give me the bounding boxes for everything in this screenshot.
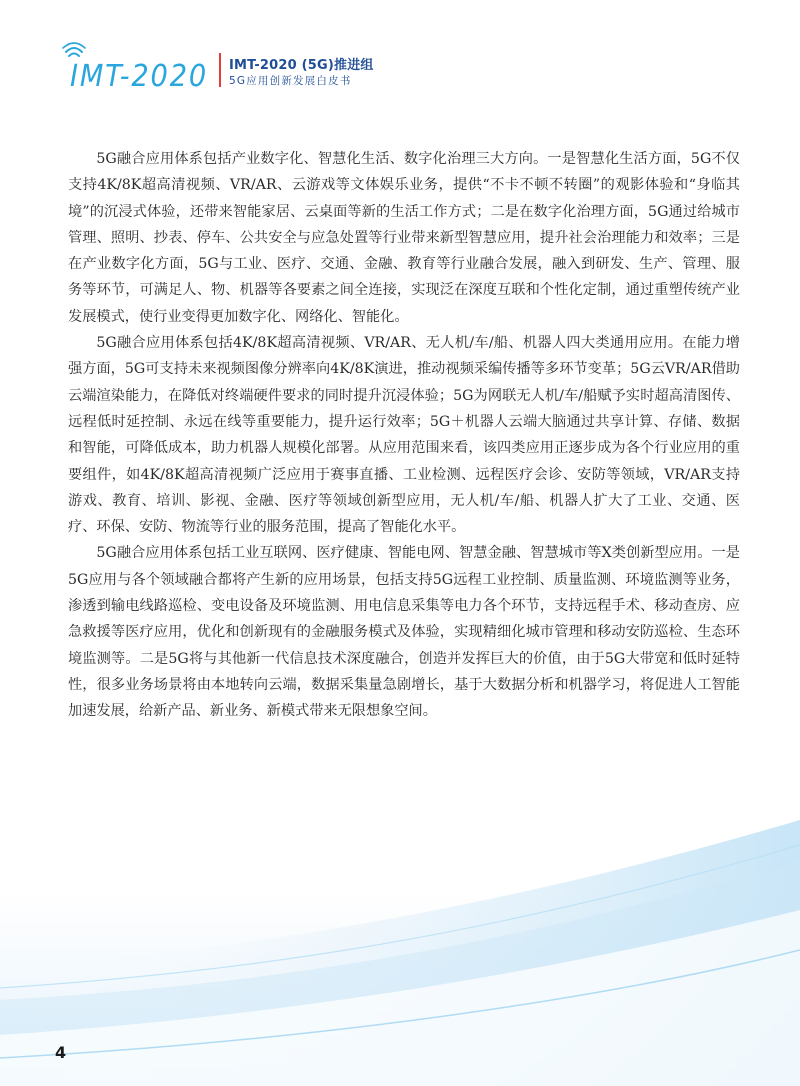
body-content [68, 146, 740, 725]
header-title: IMT-2020 (5G)推进组 [229, 58, 374, 73]
paragraph-2: 5G融合应用体系包括4K/8K超高清视频、VR/AR、无人机/车/船、机器人四大类通用应用。在能力增强方面，5G可支持未来视频图像分辨率向4K/8K演进，推动视频采编传播等多环节变革；5G云VR/AR借助云端渲染能力，在降低对终端硬件要求的同时提升沉浸体验；5G为网联无人机/车/船赋予实时超高清图传、远程低时延控制、永远在线等重要能力，提升运行效率；5G＋机器人云端大脑通过共享计算、存储、数据和智能，可降低成本，助力机器人规模化部署。从应用范围来看，该四类应用正逐步成为各个行业应用的重要组件，如4K/8K超高清视频广泛应用于赛事直播、工业检测、远程医疗会诊、安防等领域，VR/AR支持游戏、教育、培训、影视、金融、医疗等领域创新型应用，无人机/车/船、机器人扩大了工业、交通、医疗、环保、安防、物流等行业的服务范围，提高了智能化水平。 [68, 335, 740, 536]
paragraph-3: 5G融合应用体系包括工业互联网、医疗健康、智能电网、智慧金融、智慧城市等X类创新型应用。一是5G应用与各个领域融合都将产生新的应用场景，包括支持5G远程工业控制、质量监测、环境监测等业务，渗透到输电线路巡检、变电设备及环境监测、用电信息采集等电力各个环节，支持远程手术、移动查房、应急救援等医疗应用，优化和创新现有的金融服务模式及体验，实现精细化城市管理和移动安防巡检、生态环境监测等。二是5G将与其他新一代信息技术深度融合，创造并发挥巨大的价值，由于5G大带宽和低时延特性，很多业务场景将由本地转向云端，数据采集量急剧增长，基于大数据分析和机器学习，将促进人工智能加速发展，给新产品、新业务、新模式带来无限想象空间。 [68, 545, 740, 720]
logo-text: IMT-2020 [70, 59, 208, 94]
header-subtitle: 5G应用创新发展白皮书 [229, 75, 352, 87]
page-number: 4 [55, 1043, 67, 1062]
paragraph-1: 5G融合应用体系包括产业数字化、智慧化生活、数字化治理三大方向。一是智慧化生活方面，5G不仅支持4K/8K超高清视频、VR/AR、云游戏等文体娱乐业务，提供“不卡不顿不转圈”的观影体验和“身临其境”的沉浸式体验，还带来智能家居、云桌面等新的生活工作方式；二是在数字化治理方面，5G通过给城市管理、照明、抄表、停车、公共安全与应急处置等行业带来新型智慧应用，提升社会治理能力和效率；三是在产业数字化方面，5G与工业、医疗、交通、金融、教育等行业融合发展，融入到研发、生产、管理、服务等环节，可满足人、物、机器等各要素之间全连接，实现泛在深度互联和个性化定制，通过重塑传统产业发展模式，使行业变得更加数字化、网络化、智能化。 [68, 151, 740, 325]
page-header [62, 42, 762, 102]
imt-2020-logo [62, 42, 212, 98]
header-divider [219, 53, 221, 87]
background-wave-decoration [0, 800, 800, 1086]
